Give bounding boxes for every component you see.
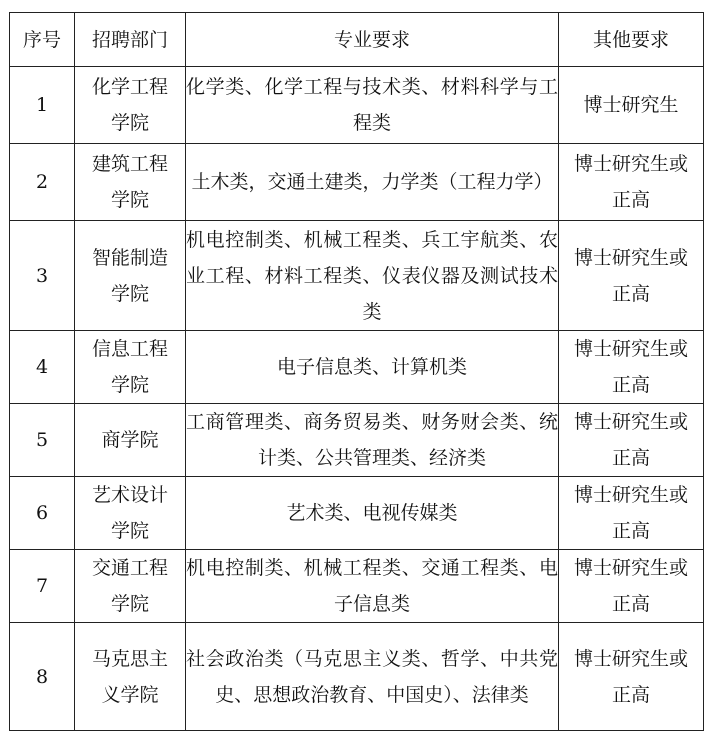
other-requirement: 博士研究生或正高 bbox=[573, 411, 688, 469]
table-row bbox=[10, 331, 704, 404]
other-requirement: 博士研究生或正高 bbox=[573, 647, 688, 706]
other-cell bbox=[559, 404, 704, 477]
table-row bbox=[10, 144, 704, 221]
header-major: 专业要求 bbox=[186, 13, 559, 67]
row-number: 1 bbox=[10, 67, 75, 144]
other-requirement: 博士研究生或正高 bbox=[573, 153, 688, 211]
row-number: 7 bbox=[10, 550, 75, 623]
major-requirement: 化学类、化学工程与技术类、材料科学与工程类 bbox=[186, 76, 558, 134]
other-requirement: 博士研究生或正高 bbox=[573, 484, 688, 542]
table-row bbox=[10, 477, 704, 550]
other-requirement: 博士研究生或正高 bbox=[573, 557, 688, 615]
major-cell bbox=[186, 221, 559, 331]
header-other: 其他要求 bbox=[559, 13, 704, 67]
table-row bbox=[10, 221, 704, 331]
table-row bbox=[10, 404, 704, 477]
row-number: 6 bbox=[10, 477, 75, 550]
department-cell bbox=[75, 477, 186, 550]
header-dept: 招聘部门 bbox=[75, 13, 186, 67]
department-name: 信息工程学院 bbox=[91, 338, 168, 396]
major-cell bbox=[186, 623, 559, 731]
other-cell bbox=[559, 331, 704, 404]
department-cell bbox=[75, 67, 186, 144]
row-number: 5 bbox=[10, 404, 75, 477]
department-name: 马克思主义学院 bbox=[91, 647, 168, 706]
department-name: 智能制造学院 bbox=[91, 246, 168, 305]
major-requirement: 工商管理类、商务贸易类、财务财会类、统计类、公共管理类、经济类 bbox=[186, 411, 558, 469]
major-requirement: 艺术类、电视传媒类 bbox=[286, 502, 458, 524]
major-requirement: 电子信息类、计算机类 bbox=[276, 356, 467, 378]
department-name: 建筑工程学院 bbox=[91, 153, 168, 211]
department-cell bbox=[75, 404, 186, 477]
department-cell bbox=[75, 331, 186, 404]
major-cell bbox=[186, 331, 559, 404]
table-row bbox=[10, 550, 704, 623]
header-no: 序号 bbox=[10, 13, 75, 67]
department-name: 化学工程学院 bbox=[91, 76, 168, 134]
other-cell bbox=[559, 477, 704, 550]
major-requirement: 机电控制类、机械工程类、交通工程类、电子信息类 bbox=[186, 557, 558, 615]
other-requirement: 博士研究生或正高 bbox=[573, 246, 688, 305]
department-cell bbox=[75, 550, 186, 623]
other-cell bbox=[559, 550, 704, 623]
header-row bbox=[10, 13, 704, 67]
row-number: 8 bbox=[10, 623, 75, 731]
other-cell bbox=[559, 221, 704, 331]
row-number: 2 bbox=[10, 144, 75, 221]
major-cell bbox=[186, 550, 559, 623]
row-number: 4 bbox=[10, 331, 75, 404]
department-cell bbox=[75, 144, 186, 221]
major-cell bbox=[186, 144, 559, 221]
row-number: 3 bbox=[10, 221, 75, 331]
department-cell bbox=[75, 221, 186, 331]
major-cell bbox=[186, 67, 559, 144]
department-cell bbox=[75, 623, 186, 731]
major-requirement: 社会政治类（马克思主义类、哲学、中共党史、思想政治教育、中国史）、法律类 bbox=[186, 647, 558, 706]
department-name: 艺术设计学院 bbox=[91, 484, 168, 542]
major-cell bbox=[186, 477, 559, 550]
other-cell bbox=[559, 623, 704, 731]
other-cell bbox=[559, 67, 704, 144]
major-requirement: 土木类，交通土建类，力学类（工程力学） bbox=[191, 171, 553, 193]
table-row bbox=[10, 623, 704, 731]
department-name: 交通工程学院 bbox=[91, 557, 168, 615]
other-requirement: 博士研究生或正高 bbox=[573, 338, 688, 396]
other-requirement: 博士研究生 bbox=[583, 94, 679, 116]
other-cell bbox=[559, 144, 704, 221]
recruitment-table bbox=[9, 12, 704, 731]
department-name: 商学院 bbox=[101, 429, 159, 451]
table-row bbox=[10, 67, 704, 144]
major-requirement: 机电控制类、机械工程类、兵工宇航类、农业工程、材料工程类、仪表仪器及测试技术类 bbox=[186, 228, 558, 323]
major-cell bbox=[186, 404, 559, 477]
